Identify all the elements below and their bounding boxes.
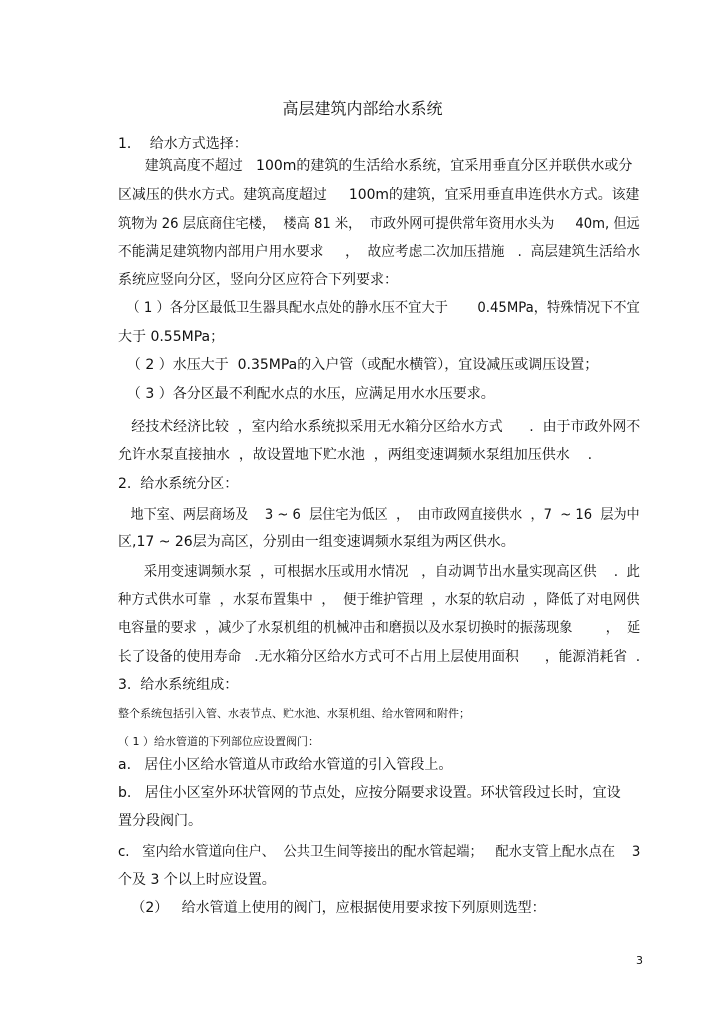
text-line: 置分段阀门。 bbox=[118, 813, 202, 829]
text-line: （ 1 ）给水管道的下列部位应设置阀门： bbox=[118, 735, 319, 748]
text-line: 大于 0.55MPa； bbox=[118, 329, 225, 345]
text-line: a. 居住小区给水管道从市政给水管道的引入管段上。 bbox=[118, 757, 453, 773]
text-line: （ 2 ）水压大于 0.35MPa的入户管（或配水横管），宜设减压或调压设置； bbox=[118, 357, 599, 373]
text-line: 3. 给水系统组成： bbox=[118, 677, 239, 693]
text-line: 允许水泵直接抽水 ，故设置地下贮水池 ，两组变速调频水泵组加压供水 . bbox=[118, 447, 593, 463]
page-number: 3 bbox=[636, 954, 643, 967]
text-line: 建筑高度不超过 100m的建筑的生活给水系统，宜采用垂直分区并联供水或分 bbox=[118, 158, 633, 174]
text-line: 个及 3 个以上时应设置。 bbox=[118, 872, 276, 888]
text-line: b. 居住小区室外环状管网的节点处，应按分隔要求设置。环状管段过长时，宜设 bbox=[118, 785, 621, 801]
text-line: 2. 给水系统分区： bbox=[118, 476, 239, 492]
text-line: 采用变速调频水泵 ，可根据水压或用水情况 ，自动调节出水量实现高区供 . 此 bbox=[118, 564, 641, 580]
text-line: 系统应竖向分区，竖向分区应符合下列要求： bbox=[118, 272, 398, 288]
page-title: 高层建筑内部给水系统 bbox=[282, 99, 443, 118]
text-line: 经技术经济比较 ，室内给水系统拟采用无水箱分区给水方式 . 由于市政外网不 bbox=[118, 419, 641, 435]
text-line: 长了设备的使用寿命 .无水箱分区给水方式可不占用上层使用面积 ，能源消耗省 . bbox=[118, 649, 641, 665]
text-line: （ 1 ）各分区最低卫生器具配水点处的静水压不宜大于 0.45MPa，特殊情况下不宜 bbox=[118, 300, 640, 316]
text-line: 1． 给水方式选择： bbox=[118, 136, 248, 152]
text-line: 整个系统包括引入管、水表节点、贮水池、水泵机组、给水管网和附件； bbox=[118, 707, 470, 720]
text-line: 种方式供水可靠 ，水泵布置集中 ， 便于维护管理 ，水泵的软启动 ，降低了对电网供 bbox=[118, 592, 640, 608]
text-line: 筑物为 26 层底商住宅楼， 楼高 81 米， 市政外网可提供常年资用水头为 40m, 但远 bbox=[118, 216, 640, 232]
text-line: 不能满足建筑物内部用户用水要求 ， 故应考虑二次加压措施 . 高层建筑生活给水 bbox=[118, 244, 641, 260]
text-line: 区减压的供水方式。建筑高度超过 100m的建筑，宜采用垂直串连供水方式。该建 bbox=[118, 187, 640, 203]
text-line: 电容量的要求 ，减少了水泵机组的机械冲击和磨损以及水泵切换时的振荡现象 ， 延 bbox=[118, 620, 641, 636]
text-line: （2） 给水管道上使用的阀门，应根据使用要求按下列原则选型： bbox=[118, 900, 546, 916]
text-line: c. 室内给水管道向住户、 公共卫生间等接出的配水管起端； 配水支管上配水点在 3 bbox=[118, 844, 641, 860]
text-line: （ 3 ）各分区最不利配水点的水压，应满足用水水压要求。 bbox=[118, 386, 495, 402]
text-line: 地下室、两层商场及 3 ~ 6 层住宅为低区 ， 由市政网直接供水 ，7 ~ 16 层为中 bbox=[118, 507, 640, 523]
text-line: 区,17 ~ 26层为高区，分别由一组变速调频水泵组为两区供水。 bbox=[118, 534, 515, 550]
